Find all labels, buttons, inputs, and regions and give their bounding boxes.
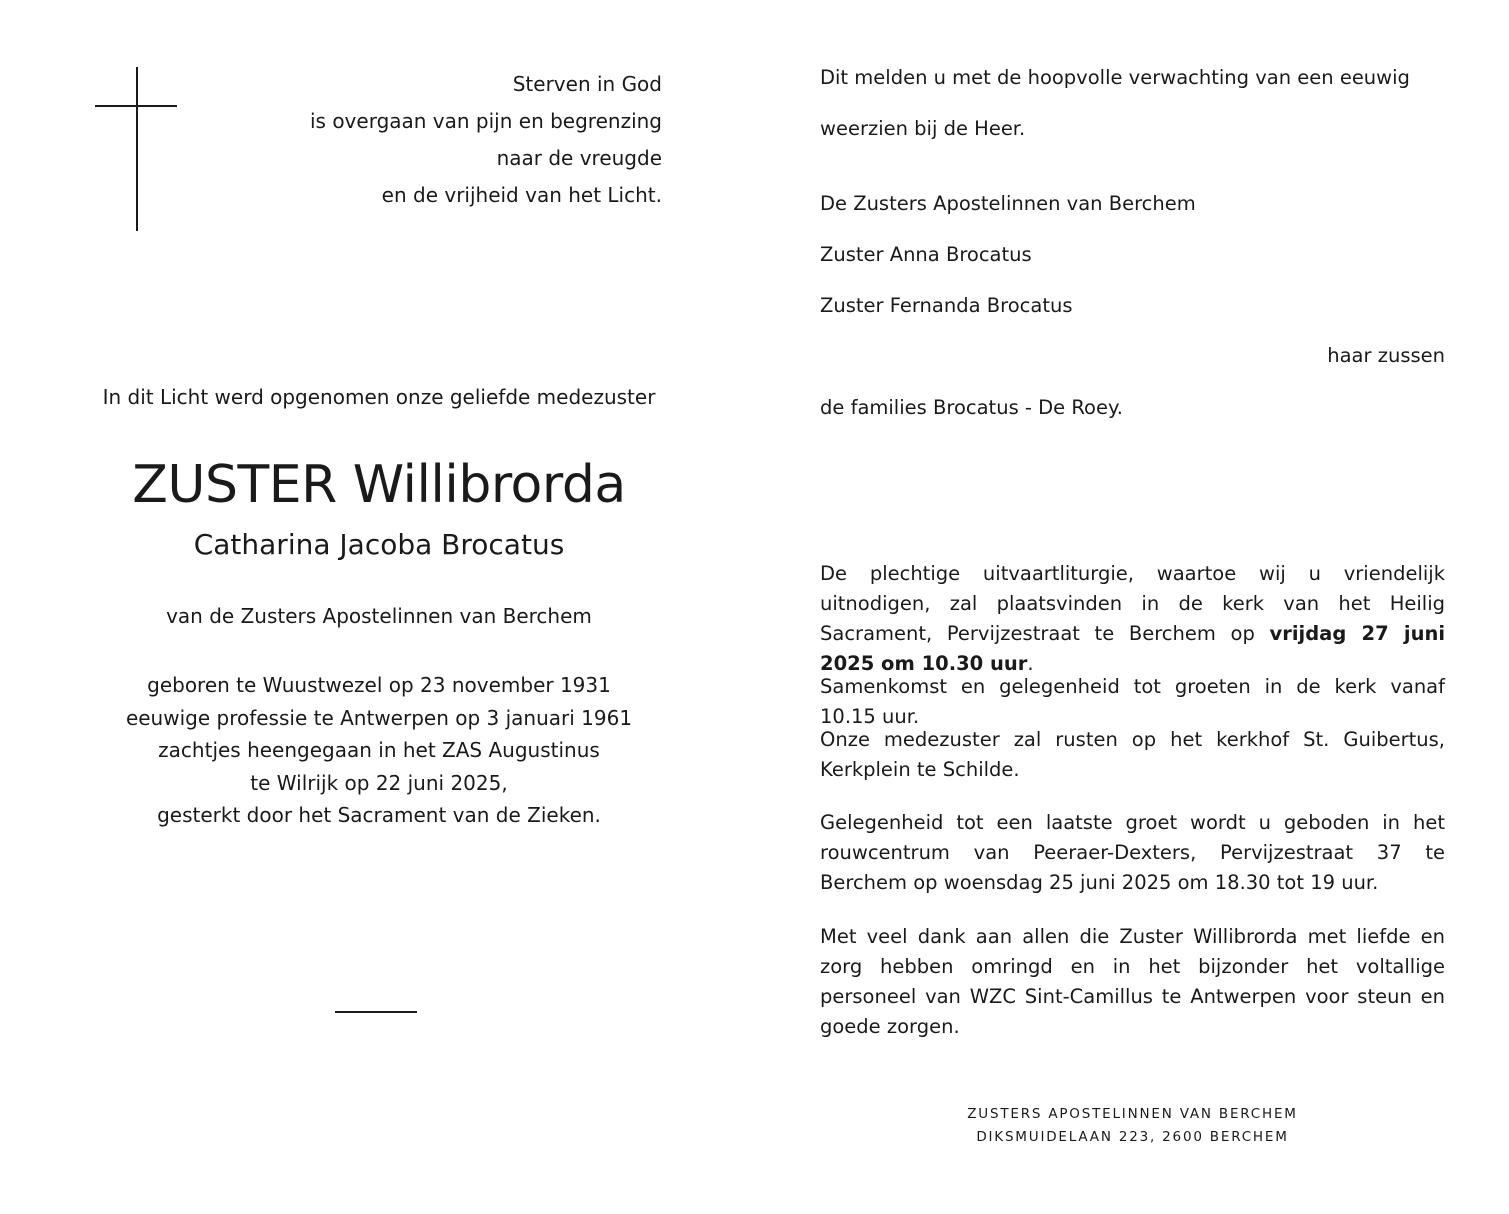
bio-line: eeuwige professie te Antwerpen op 3 januari 1961 (125, 705, 633, 730)
bio-line: te Wilrijk op 22 juni 2025, (250, 770, 508, 795)
congregation-text: van de Zusters Apostelinnen van Berchem (166, 604, 592, 628)
poem (310, 66, 662, 214)
cross-horizontal-bar (95, 105, 177, 107)
footer-line: DIKSMUIDELAAN 223, 2600 BERCHEM (976, 1129, 1289, 1145)
announce-line: Dit melden u met de hoopvolle verwachting van een eeuwig (820, 66, 1410, 89)
cross-vertical-bar (136, 67, 138, 231)
farewell-paragraph: Gelegenheid tot een laatste groet wordt u geboden in het rouwcentrum van Peeraer-Dexters, Pervijzestraat 37 te Berchem op woensdag 25 juni 2025 om 18.30 tot 19 uur. (820, 811, 1445, 894)
mourner-line: Zuster Fernanda Brocatus (820, 294, 1073, 317)
funeral-paragraph (820, 559, 1445, 679)
poem-line: en de vrijheid van het Licht. (381, 183, 662, 207)
mourner-line: Zuster Anna Brocatus (820, 243, 1032, 266)
bio-line: geboren te Wuustwezel op 23 november 1931 (147, 673, 611, 697)
bio-line: gesterkt door het Sacrament van de Zieken. (157, 803, 601, 827)
divider (335, 1011, 417, 1013)
funeral-text: De plechtige uitvaartliturgie, waartoe wij u vriendelijk uitnodigen, zal plaatsvinden in de kerk van het Heilig Sacrament, Pervijzestraat te Berchem op (820, 562, 1445, 645)
poem-line: Sterven in God (512, 72, 662, 96)
announce-line: weerzien bij de Heer. (820, 117, 1026, 140)
deceased-full-name: Catharina Jacoba Brocatus (193, 528, 565, 561)
intro-text: In dit Licht werd opgenomen onze geliefde medezuster (102, 385, 656, 409)
gathering-paragraph: Samenkomst en gelegenheid tot groeten in de kerk vanaf 10.15 uur. (820, 675, 1445, 728)
biography (60, 669, 698, 832)
poem-line: is overgaan van pijn en begrenzing (309, 109, 662, 133)
poem-line: naar de vreugde (496, 146, 662, 170)
footer-line: ZUSTERS APOSTELINNEN VAN BERCHEM (967, 1106, 1298, 1122)
funeral-end: . (1027, 652, 1034, 675)
footer-address (820, 1103, 1445, 1149)
burial-paragraph: Onze medezuster zal rusten op het kerkhof St. Guibertus, Kerkplein te Schilde. (820, 728, 1445, 781)
thanks-paragraph: Met veel dank aan allen die Zuster Willibrorda met liefde en zorg hebben omringd en in het bijzonder het voltallige personeel van WZC Sint-Camillus te Antwerpen voor steun en goede zorgen. (820, 925, 1445, 1038)
sisters-label: haar zussen (1327, 344, 1445, 367)
funeral-datetime: vrijdag 27 juni 2025 om 10.30 uur (820, 622, 1446, 675)
families-line: de families Brocatus - De Roey. (820, 396, 1123, 419)
bio-line: zachtjes heengegaan in het ZAS Augustinus (158, 738, 600, 762)
deceased-name: ZUSTER Willibrorda (132, 455, 626, 515)
mourner-line: De Zusters Apostelinnen van Berchem (820, 192, 1196, 215)
